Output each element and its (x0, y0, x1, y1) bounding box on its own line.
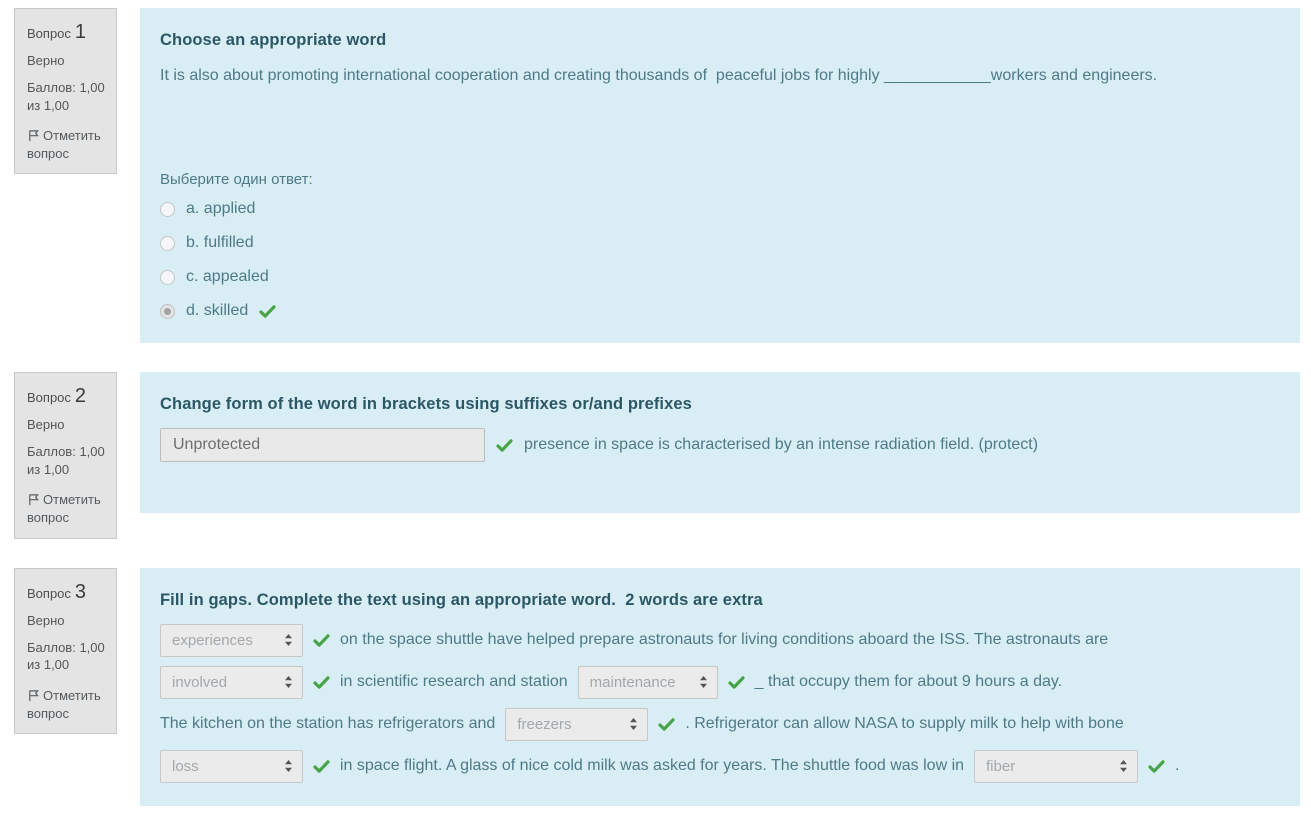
question-label: Вопрос (27, 585, 71, 601)
flag-question-link[interactable] (27, 491, 108, 527)
question-label: Вопрос (27, 26, 71, 41)
correct-check-icon (658, 718, 675, 731)
gap-select-1[interactable] (160, 624, 303, 657)
gap-select-3[interactable] (578, 666, 718, 699)
question-2-info-box (14, 372, 117, 538)
question-number-value: 1 (74, 21, 87, 43)
gap-select-3-value: maintenance (589, 673, 676, 691)
question-2-answer-line (160, 428, 1280, 462)
gap-line-4-text-2: . (1175, 756, 1180, 774)
question-2-title: Change form of the word in brackets using suffixes or/and prefixes (160, 395, 692, 414)
option-d-label: d. skilled (186, 302, 249, 320)
question-2 (14, 372, 1300, 538)
gap-select-1-value: experiences (172, 631, 253, 649)
gap-line-2-text-1: in scientific research and station (340, 672, 568, 690)
question-2-after-text: presence in space is characterised by an intense radiation field. (protect) (524, 436, 1039, 454)
question-number (27, 385, 108, 408)
updown-arrows-icon (1119, 759, 1128, 773)
question-number (27, 581, 108, 604)
gap-line-4-text-1: in space flight. A glass of nice cold milk was asked for years. The shuttle food was low in (340, 756, 965, 774)
option-a-label: a. applied (186, 200, 256, 218)
gap-select-4[interactable] (505, 708, 648, 741)
gap-line-1 (160, 624, 1280, 657)
question-1-content (140, 8, 1300, 343)
question-3-content (140, 568, 1300, 806)
question-points: Баллов: 1,00 из 1,00 (27, 80, 105, 113)
question-label: Вопрос (27, 390, 71, 406)
correct-check-icon (313, 676, 330, 689)
question-1 (14, 8, 1300, 343)
gap-select-4-value: freezers (517, 715, 572, 733)
flag-label: Отметить вопрос (27, 128, 101, 162)
flag-icon (27, 689, 40, 702)
updown-arrows-icon (629, 717, 638, 731)
correct-check-icon (259, 305, 276, 318)
answer-prompt: Выберите один ответ: (160, 171, 313, 189)
updown-arrows-icon (284, 759, 293, 773)
updown-arrows-icon (699, 675, 708, 689)
updown-arrows-icon (284, 633, 293, 647)
gap-select-6[interactable] (974, 750, 1138, 783)
correct-check-icon (313, 634, 330, 647)
question-points: Баллов: 1,00 из 1,00 (27, 444, 105, 477)
flag-question-link[interactable] (27, 127, 108, 163)
gap-line-1-text: on the space shuttle have helped prepare astronauts for living conditions aboard the ISS. The astronauts are (340, 630, 1109, 648)
question-points: Баллов: 1,00 из 1,00 (27, 639, 105, 673)
gap-select-2-value: involved (172, 673, 228, 691)
question-1-text: It is also about promoting international cooperation and creating thousands of peaceful jobs for highly ____________workers and engineers. (160, 67, 1158, 84)
gap-line-2 (160, 666, 1280, 699)
radio-option-b[interactable] (160, 236, 175, 251)
correct-check-icon (313, 760, 330, 773)
question-3-title: Fill in gaps. Complete the text using an appropriate word. 2 words are extra (160, 590, 763, 609)
question-state: Верно (27, 417, 65, 433)
question-number (27, 21, 108, 44)
option-d-row (160, 302, 1280, 320)
question-number-value: 2 (74, 385, 87, 408)
question-3-info-box (14, 568, 117, 734)
question-2-content (140, 372, 1300, 513)
gap-line-3-text-1: . Refrigerator can allow NASA to supply milk to help with bone (685, 714, 1124, 732)
correct-check-icon (728, 676, 745, 689)
flag-label: Отметить вопрос (27, 492, 101, 526)
flag-question-link[interactable] (27, 687, 108, 723)
flag-icon (27, 493, 40, 506)
gap-line-2-text-2: _ that occupy them for about 9 hours a day. (754, 672, 1063, 690)
option-a-row (160, 200, 1280, 218)
correct-check-icon (496, 439, 513, 452)
question-state: Верно (27, 53, 65, 68)
gap-select-5-value: loss (172, 757, 199, 775)
question-3 (14, 568, 1300, 806)
gap-select-6-value: fiber (986, 757, 1016, 775)
correct-check-icon (1148, 760, 1165, 773)
answer-input[interactable] (160, 428, 485, 462)
updown-arrows-icon (284, 675, 293, 689)
gap-line-3 (160, 708, 1280, 741)
radio-option-a[interactable] (160, 202, 175, 217)
question-state: Верно (27, 612, 65, 628)
gap-line-4 (160, 750, 1280, 783)
flag-icon (27, 129, 40, 142)
option-c-label: c. appealed (186, 268, 269, 286)
option-b-row (160, 234, 1280, 252)
gap-select-5[interactable] (160, 750, 303, 783)
radio-option-d[interactable] (160, 304, 175, 319)
gap-line-3-text-0: The kitchen on the station has refrigerators and (160, 714, 496, 732)
option-b-label: b. fulfilled (186, 234, 254, 252)
radio-option-c[interactable] (160, 270, 175, 285)
question-1-info-box (14, 8, 117, 174)
flag-label: Отметить вопрос (27, 687, 101, 721)
option-c-row (160, 268, 1280, 286)
question-number-value: 3 (74, 580, 87, 603)
gap-select-2[interactable] (160, 666, 303, 699)
question-1-title: Choose an appropriate word (160, 31, 387, 49)
